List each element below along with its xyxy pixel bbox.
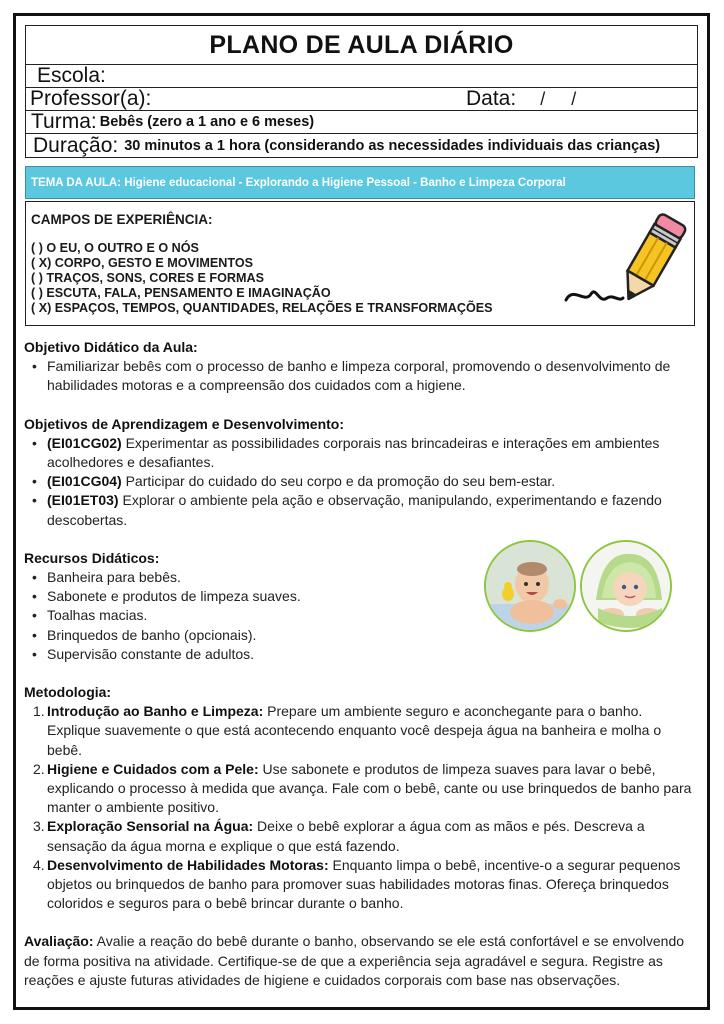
- campo-item: ( ) TRAÇOS, SONS, CORES E FORMAS: [31, 271, 264, 285]
- objetivo-list: [24, 357, 696, 395]
- recurso-item: • Toalhas macias.: [24, 606, 696, 625]
- step-text: Prepare um ambiente seguro e aconchegante para o banho. Explique suavemente o que está acontecendo enquanto você despeja água na banheira e molha o bebê.: [47, 703, 662, 758]
- professor-row: [25, 88, 698, 111]
- page-title: PLANO DE AULA DIÁRIO: [209, 30, 514, 59]
- metodologia-item: [24, 760, 696, 818]
- step-number: 4.: [33, 856, 45, 873]
- step-number: 1.: [33, 703, 45, 720]
- bncc-code: (EI01CG04): [47, 473, 122, 490]
- recurso-item: • Brinquedos de banho (opcionais).: [24, 626, 696, 645]
- recurso-item: • Supervisão constante de adultos.: [24, 645, 696, 664]
- duracao-row: [25, 134, 698, 158]
- step-heading: Introdução ao Banho e Limpeza:: [47, 703, 264, 720]
- campo-item: ( ) O EU, O OUTRO E O NÓS: [31, 241, 199, 255]
- data-slash-month: /: [571, 88, 577, 109]
- step-text: Use sabonete e produtos de limpeza suaves para lavar o bebê, explicando o processo à medida que avança. Fale com o bebê, cante ou use brinquedos de banho para manter o ambiente positivo.: [47, 760, 692, 816]
- turma-value: Bebês (zero a 1 ano e 6 meses): [99, 114, 315, 130]
- turma-label: Turma:: [31, 110, 97, 133]
- campo-item: ( X) CORPO, GESTO E MOVIMENTOS: [31, 256, 254, 270]
- data-label: Data:: [466, 87, 517, 110]
- recurso-item: • Sabonete e produtos de limpeza suaves.: [24, 587, 696, 606]
- metodologia-item: [24, 856, 696, 914]
- avaliacao-paragraph: [24, 932, 696, 990]
- metodologia-item: [24, 702, 696, 760]
- pencil-icon: [563, 208, 691, 316]
- tema-text: TEMA DA AULA: Higiene educacional - Explorando a Higiene Pessoal - Banho e Limpeza Corporal: [31, 176, 566, 189]
- step-heading: Desenvolvimento de Habilidades Motoras:: [47, 856, 329, 873]
- duracao-value: 30 minutos a 1 hora (considerando as necessidades individuais das crianças): [124, 137, 661, 154]
- aprendizagem-item: [24, 434, 696, 472]
- baby-towel-photo: [580, 540, 672, 632]
- duracao-label: Duração:: [33, 133, 119, 157]
- aprendizagem-text: Participar do cuidado do seu corpo e da promoção do seu bem-estar.: [121, 473, 556, 490]
- recurso-item: • Banheira para bebês.: [24, 568, 696, 587]
- campos-box: [25, 201, 695, 326]
- metodologia-list: [24, 702, 696, 913]
- step-text: Enquanto limpa o bebê, incentive-o a segurar pequenos objetos ou brinquedos de banho para promover suas habilidades motoras finas. Ofereça brinquedos coloridos e seguros para o bebê brincar durante o banho.: [47, 856, 681, 912]
- bncc-code: (EI01ET03): [47, 492, 119, 509]
- campo-item: ( ) ESCUTA, FALA, PENSAMENTO E IMAGINAÇÃO: [31, 286, 331, 300]
- aprendizagem-text: Experimentar as possibilidades corporais nas brincadeiras e interações em ambientes acolhedores e desafiantes.: [47, 434, 660, 471]
- metodologia-item: [24, 817, 696, 855]
- turma-row: [25, 111, 698, 134]
- step-heading: Exploração Sensorial na Água:: [47, 818, 254, 835]
- campo-item: ( X) ESPAÇOS, TEMPOS, QUANTIDADES, RELAÇÕES E TRANSFORMAÇÕES: [31, 301, 493, 315]
- aprendizagem-title: Objetivos de Aprendizagem e Desenvolvimento:: [24, 415, 345, 432]
- metodologia-title: Metodologia:: [24, 684, 112, 701]
- objetivo-item: • Familiarizar bebês com o processo de banho e limpeza corporal, promovendo o desenvolvimento de habilidades motoras e a compreensão dos cuidados com a higiene.: [24, 357, 696, 395]
- tema-banner: [25, 166, 695, 199]
- step-number: 3.: [33, 818, 45, 835]
- objetivo-title: Objetivo Didático da Aula:: [24, 339, 198, 355]
- data-field: [466, 87, 576, 111]
- professor-label: Professor(a):: [30, 87, 152, 110]
- baby-bath-photo: [484, 540, 576, 632]
- lesson-body: [24, 338, 696, 990]
- avaliacao-text: Avalie a reação do bebê durante o banho, observando se ele está confortável e se envolvendo de forma positiva na atividade. Certifique-se de que a experiência seja agradável e segura. Registre as reações e ajuste futuras atividades de higiene e cuidados corporais com base nas observações.: [24, 933, 685, 988]
- title-box: [25, 25, 698, 65]
- bncc-code: (EI01CG02): [47, 434, 122, 451]
- step-heading: Higiene e Cuidados com a Pele:: [47, 760, 259, 777]
- campos-list: [31, 241, 493, 316]
- aprendizagem-item: [24, 491, 696, 529]
- escola-row: [25, 65, 698, 88]
- aprendizagem-text: Explorar o ambiente pela ação e observação, manipulando, experimentando e fazendo descobertas.: [47, 492, 662, 528]
- aprendizagem-item: [24, 472, 696, 491]
- avaliacao-label: Avaliação:: [24, 933, 94, 950]
- data-slash-day: /: [540, 88, 546, 109]
- campos-title: CAMPOS DE EXPERIÊNCIA:: [31, 212, 213, 227]
- step-text: Deixe o bebê explorar a água com as mãos e pés. Descreva a sensação da água morna e explique o que está fazendo.: [47, 818, 645, 854]
- step-number: 2.: [33, 760, 45, 777]
- recursos-title: Recursos Didáticos:: [24, 549, 160, 566]
- aprendizagem-list: [24, 434, 696, 530]
- escola-label: Escola:: [37, 64, 106, 87]
